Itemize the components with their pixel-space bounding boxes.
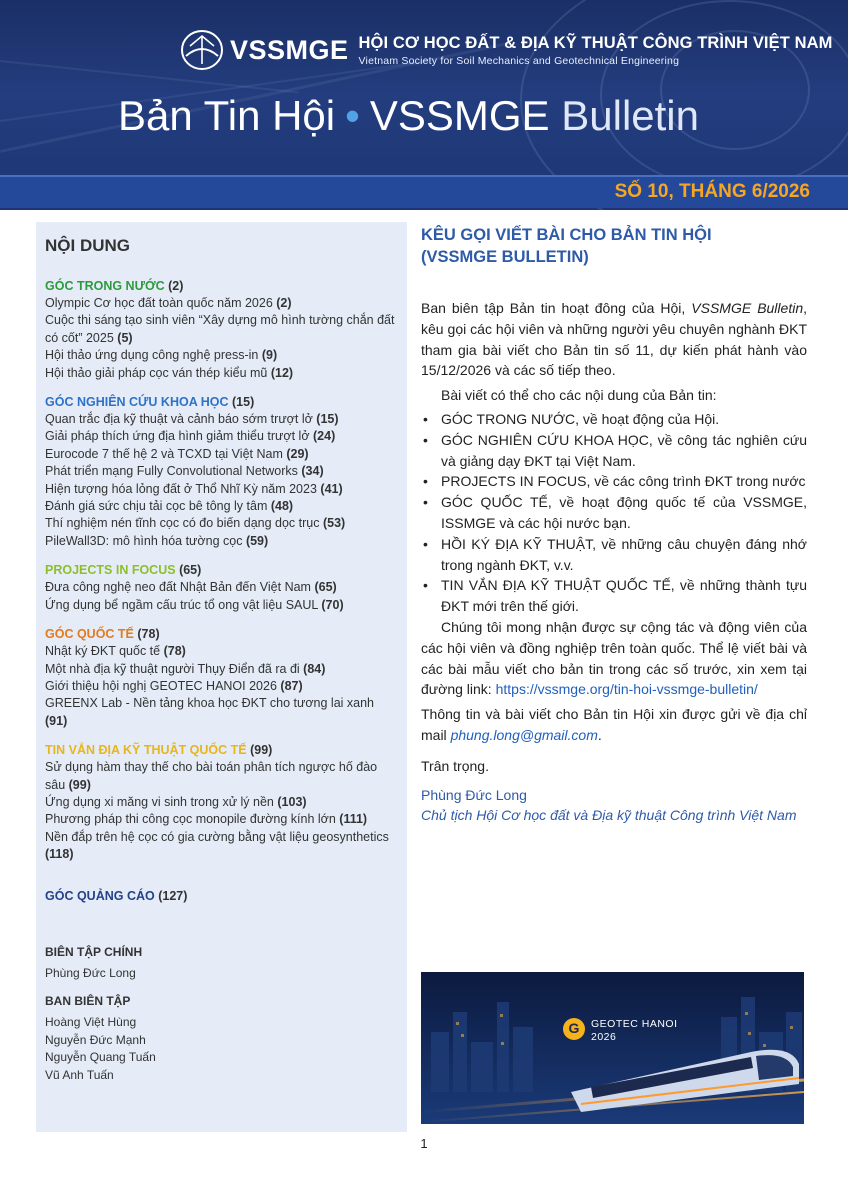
chief-editor-label: BIÊN TẬP CHÍNH: [45, 944, 143, 959]
issue-bar: [0, 175, 848, 208]
toc-section-page: (65): [179, 563, 202, 578]
toc-item-text: Hiện tượng hóa lỏng đất ở Thổ Nhĩ Kỳ năm 2023: [45, 481, 317, 496]
call-for-articles: [421, 224, 807, 826]
article-paragraph: [421, 298, 807, 381]
geotec-hanoi-banner: [421, 972, 804, 1124]
toc-item[interactable]: [45, 498, 397, 515]
toc-item[interactable]: [45, 312, 397, 347]
org-logo: [180, 28, 832, 72]
toc-item-page: (41): [320, 481, 343, 496]
toc-item-page: (111): [339, 812, 368, 827]
toc-section-title: TIN VẮN ĐỊA KỸ THUẬT QUỐC TẾ: [45, 743, 247, 758]
toc-item-text: Hội thảo giải pháp cọc ván thép kiểu mũ: [45, 365, 268, 380]
toc-item-text: Eurocode 7 thế hệ 2 và TCXD tại Việt Nam: [45, 446, 283, 461]
toc-item-page: (91): [45, 713, 68, 728]
toc-section-heading[interactable]: [45, 626, 397, 643]
toc-section: [45, 394, 397, 550]
toc-title: NỘI DUNG: [45, 236, 130, 255]
org-name-block: [359, 34, 833, 67]
toc-item-text: Nhật ký ĐKT quốc tế: [45, 644, 161, 659]
toc-item-text: Đánh giá sức chịu tải cọc bê tông ly tâm: [45, 499, 268, 514]
toc-item-text: Giới thiệu hội nghị GEOTEC HANOI 2026: [45, 678, 277, 693]
toc-item-text: Cuộc thi sáng tạo sinh viên “Xây dựng mô hình tường chắn đất có cốt” 2025: [45, 313, 395, 345]
metro-train-illustration: [421, 972, 804, 1124]
bulletin-title-en: VSSMGE: [369, 92, 550, 139]
toc-item[interactable]: [45, 463, 397, 480]
logo-wordmark: VSSMGE: [230, 34, 349, 65]
article-paragraph: Bài viết có thể cho các nội dung của Bản tin:: [441, 387, 717, 404]
closing-text: Trân trọng.: [421, 757, 489, 774]
text-run-italic: VSSMGE Bulletin: [691, 300, 804, 316]
toc-item[interactable]: [45, 446, 397, 463]
signatory-name: Phùng Đức Long: [421, 786, 527, 803]
toc-section-heading[interactable]: [45, 888, 397, 905]
toc-section-page: (15): [232, 395, 255, 410]
toc-section-heading[interactable]: [45, 562, 397, 579]
vssmge-logo-icon: [180, 28, 224, 72]
toc-item-page: (48): [270, 499, 294, 514]
toc-item-text: Nền đắp trên hệ cọc có gia cường bằng vật liệu geosynthetics: [45, 829, 389, 844]
text-run: Ban biên tập Bản tin hoạt đông của Hội,: [421, 300, 692, 316]
header-banner: [0, 0, 848, 210]
toc-item-page: (53): [322, 516, 346, 531]
list-item: • TIN VẮN ĐỊA KỸ THUẬT QUỐC TẾ, về những thành tựu ĐKT mới trên thế giới.: [421, 575, 807, 617]
toc-section: [45, 562, 397, 614]
toc-section-title: GÓC QUẢNG CÁO: [45, 888, 155, 903]
toc-section-heading[interactable]: [45, 278, 397, 295]
page-number: 1: [420, 1136, 428, 1151]
toc-item[interactable]: [45, 347, 397, 364]
toc-section-heading[interactable]: [45, 742, 397, 759]
toc-section-title: PROJECTS IN FOCUS: [45, 563, 176, 578]
toc-item-text: Ứng dụng bể ngầm cấu trúc tổ ong vật liệu SAUL: [45, 597, 318, 612]
list-item: • PROJECTS IN FOCUS, về các công trình ĐKT trong nước: [421, 471, 807, 492]
article-paragraph: [421, 617, 807, 700]
toc-item-text: PileWall3D: mô hình hóa tường cọc: [45, 533, 243, 548]
table-of-contents: [36, 222, 407, 1132]
board-member: Hoàng Việt Hùng: [45, 1015, 137, 1030]
toc-section-title: GÓC NGHIÊN CỨU KHOA HỌC: [45, 395, 229, 410]
toc-item-page: (2): [276, 296, 292, 310]
text-run: Chúng tôi mong nhận được sự cộng tác và động viên của các hội viên và đồng nghiệp trên toàn quốc. Thể lệ viết bài và các bài mẫu viết cho bản tin trong các số trước, xin xem tại đường link:: [421, 618, 807, 698]
toc-item[interactable]: [45, 643, 397, 660]
toc-section-page: (127): [158, 888, 188, 903]
toc-item-page: (34): [301, 464, 324, 479]
toc-section-page: (99): [250, 743, 273, 758]
toc-item[interactable]: [45, 365, 397, 382]
toc-item-page: (87): [280, 678, 303, 693]
badge-letter: G: [568, 1020, 580, 1036]
toc-section-ads: [45, 888, 397, 905]
toc-item[interactable]: [45, 695, 397, 730]
toc-item-text: Thí nghiệm nén tĩnh cọc có đo biến dạng dọc trục: [45, 516, 320, 531]
toc-item[interactable]: [45, 678, 397, 695]
toc-item[interactable]: [45, 295, 397, 312]
toc-section-heading[interactable]: [45, 394, 397, 411]
board-member: Vũ Anh Tuấn: [45, 1067, 114, 1082]
contact-email-link[interactable]: phung.long@gmail.com: [450, 726, 598, 743]
toc-item-text: Sử dụng hàm thay thế cho bài toán phân tích ngược hố đào sâu: [45, 760, 378, 792]
toc-section-page: (78): [137, 627, 160, 642]
text-run: Thông tin và bài viết cho Bản tin Hội xin được gửi về địa chỉ mail: [421, 706, 807, 743]
editorial-board: [45, 945, 397, 1085]
toc-item[interactable]: [45, 829, 397, 864]
toc-item[interactable]: [45, 533, 397, 550]
toc-section-title: GÓC TRONG NƯỚC: [45, 279, 165, 293]
toc-item-text: Một nhà địa kỹ thuật người Thụy Điển đã ra đi: [45, 661, 300, 676]
toc-item-page: (99): [68, 777, 91, 792]
toc-item-text: Ứng dụng xi măng vi sinh trong xử lý nền: [45, 794, 274, 809]
toc-item-text: Đưa công nghệ neo đất Nhật Bản đến Việt Nam: [45, 580, 311, 595]
board-member: Nguyễn Quang Tuấn: [45, 1050, 156, 1065]
bulletin-title-vn: Bản Tin Hội: [118, 92, 336, 139]
article-title-line1: KÊU GỌI VIẾT BÀI CHO BẢN TIN HỘI: [421, 226, 712, 244]
toc-item[interactable]: [45, 759, 397, 794]
toc-item[interactable]: [45, 428, 397, 445]
article-paragraph: [421, 704, 807, 746]
list-item: • GÓC TRONG NƯỚC, về hoạt động của Hội.: [421, 409, 807, 430]
bulletin-title: [118, 92, 699, 140]
toc-item[interactable]: [45, 661, 397, 678]
board-member: Nguyễn Đức Mạnh: [45, 1032, 146, 1047]
toc-item[interactable]: [45, 579, 397, 596]
toc-item-page: (9): [261, 348, 278, 363]
issue-number: SỐ 10, THÁNG 6/2026: [614, 181, 810, 202]
toc-section-title: GÓC QUỐC TẾ: [45, 627, 134, 642]
event-name: GEOTEC HANOI: [591, 1018, 678, 1030]
toc-item-text: Phương pháp thi công cọc monopile đường kính lớn: [45, 812, 336, 827]
toc-item-page: (24): [313, 429, 336, 444]
org-name-en: Vietnam Society for Soil Mechanics and Geotechnical Engineering: [358, 54, 680, 67]
toc-section: [45, 626, 397, 730]
event-year: 2026: [591, 1031, 617, 1043]
toc-item-text: Phát triển mạng Fully Convolutional Networks: [45, 464, 298, 479]
article-title: [421, 224, 807, 268]
content-list: [421, 409, 807, 617]
toc-item-text: Giải pháp thích ứng địa hình giảm thiểu trượt lở: [45, 429, 310, 444]
signatory-role: Chủ tịch Hội Cơ học đất và Địa kỹ thuật Công trình Việt Nam: [421, 807, 797, 824]
bulletin-title-en2: Bulletin: [561, 92, 699, 139]
toc-item-page: (84): [303, 661, 326, 676]
toc-item-page: (5): [117, 330, 133, 345]
toc-item-page: (12): [270, 365, 294, 380]
org-name-vn: HỘI CƠ HỌC ĐẤT & ĐỊA KỸ THUẬT CÔNG TRÌNH VIỆT NAM: [358, 33, 833, 52]
toc-section: [45, 278, 397, 382]
toc-item-page: (15): [316, 412, 339, 427]
board-label: BAN BIÊN TẬP: [45, 994, 131, 1009]
toc-item-page: (65): [314, 580, 337, 595]
toc-item-text: Hội thảo ứng dụng công nghệ press-in: [45, 348, 259, 363]
title-separator: •: [345, 92, 360, 139]
toc-item-text: GREENX Lab - Nền tảng khoa học ĐKT cho tương lai xanh: [45, 696, 375, 711]
toc-item-text: Quan trắc địa kỹ thuật và cảnh báo sớm trượt lở: [45, 412, 313, 427]
toc-item-page: (59): [245, 533, 269, 548]
chief-editor-name: Phùng Đức Long: [45, 965, 136, 980]
text-run: .: [597, 726, 602, 743]
toc-item[interactable]: [45, 811, 397, 828]
article-title-line2: (VSSMGE BULLETIN): [421, 248, 589, 266]
toc-item-page: (29): [286, 446, 309, 461]
toc-item[interactable]: [45, 481, 397, 498]
toc-item[interactable]: [45, 411, 397, 428]
list-item: • HỒI KÝ ĐỊA KỸ THUẬT, về những câu chuyện đáng nhớ trong ngành ĐKT, v.v.: [421, 534, 807, 576]
toc-item-page: (78): [163, 644, 186, 659]
toc-section-page: (2): [168, 279, 184, 293]
toc-item-page: (103): [277, 794, 307, 809]
toc-item-page: (118): [45, 847, 74, 862]
list-item: • GÓC NGHIÊN CỨU KHOA HỌC, về công tác nghiên cứu và giảng dạy ĐKT tại Việt Nam.: [421, 430, 807, 472]
toc-item[interactable]: [45, 515, 397, 532]
toc-item[interactable]: [45, 794, 397, 811]
list-item: • GÓC QUỐC TẾ, về hoạt động quốc tế của VSSMGE, ISSMGE và các hội nước bạn.: [421, 492, 807, 534]
toc-item[interactable]: [45, 597, 397, 614]
guidelines-link[interactable]: https://vssmge.org/tin-hoi-vssmge-bulletin/: [495, 681, 758, 698]
toc-item-page: (70): [321, 597, 344, 612]
toc-item-text: Olympic Cơ học đất toàn quốc năm 2026: [45, 296, 273, 310]
text-run: , kêu gọi các hội viên và những người yêu chuyên nghành ĐKT tham gia bài viết cho Bản tin số 11, dự kiến phát hành vào 15/12/2026 và các số tiếp theo.: [421, 300, 807, 379]
toc-section: [45, 742, 397, 863]
